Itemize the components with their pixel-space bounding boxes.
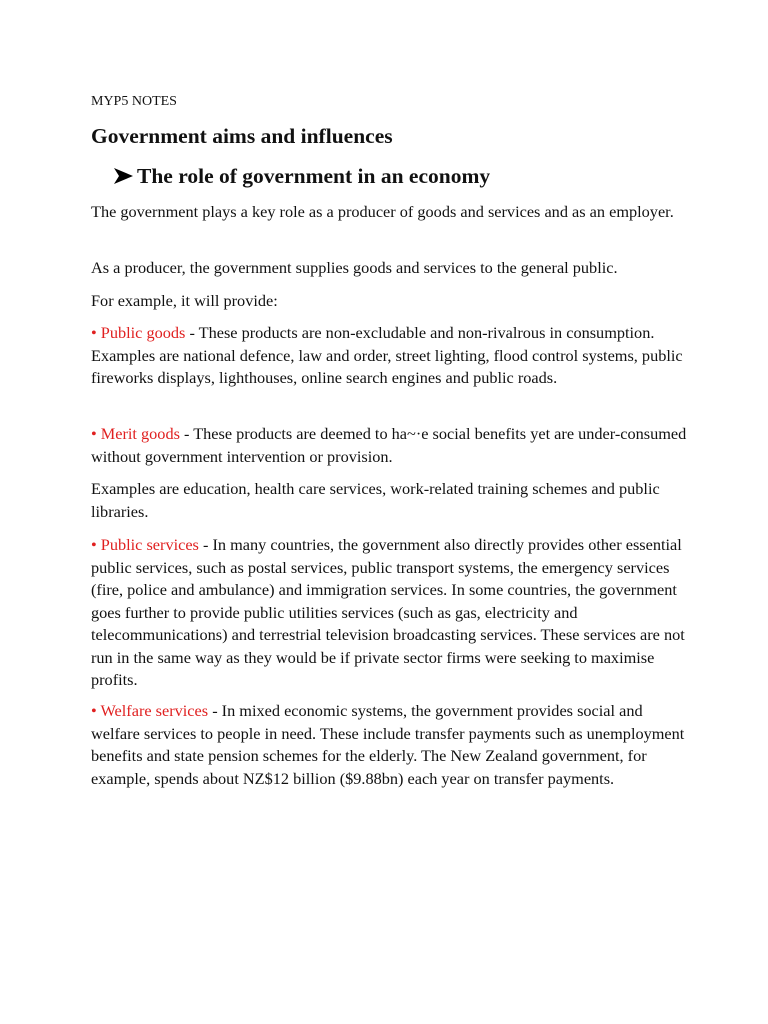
term-public-goods: Public goods bbox=[100, 323, 186, 342]
description-merit-goods: - These products are deemed to ha~·e social benefits yet are under-consumed without government intervention or provision. bbox=[91, 424, 687, 466]
list-item-public-goods bbox=[91, 322, 691, 390]
list-item-public-services bbox=[91, 534, 691, 692]
description-public-goods: - These products are non-excludable and non-rivalrous in consumption. Examples are national defence, law and order, street lighting, flood control systems, public fireworks displays, lighthouses, online search engines and public roads. bbox=[91, 323, 683, 387]
list-item-merit-goods bbox=[91, 423, 691, 468]
list-item-welfare-services bbox=[91, 700, 691, 790]
page-title: Government aims and influences bbox=[91, 124, 393, 148]
bullet-marker: • bbox=[91, 424, 97, 443]
term-merit-goods: Merit goods bbox=[100, 424, 180, 443]
description-public-services: - In many countries, the government also directly provides other essential public services, such as postal services, public transport systems, the emergency services (fire, police and ambulance) and immigration services. In some countries, the government goes further to provide public utilities services (such as gas, electricity and telecommunications) and terrestrial television broadcasting services. These services are not run in the same way as they would be if private sector firms were seeking to maximise profits. bbox=[91, 535, 685, 689]
bullet-marker: • bbox=[91, 535, 97, 554]
header-label: MYP5 NOTES bbox=[91, 94, 177, 109]
bullet-marker: • bbox=[91, 701, 97, 720]
paragraph-producer: As a producer, the government supplies goods and services to the general public. bbox=[91, 258, 618, 277]
arrow-bullet-icon bbox=[113, 167, 134, 185]
paragraph-intro: The government plays a key role as a producer of goods and services and as an employer. bbox=[91, 202, 674, 221]
term-public-services: Public services bbox=[100, 535, 199, 554]
bullet-marker: • bbox=[91, 323, 97, 342]
section-heading bbox=[113, 162, 490, 190]
description-welfare-services: - In mixed economic systems, the government provides social and welfare services to people in need. These include transfer payments such as unemployment benefits and state pension schemes for the elderly. The New Zealand government, for example, spends about NZ$12 billion ($9.88bn) each year on transfer payments. bbox=[91, 701, 685, 788]
paragraph-for-example: For example, it will provide: bbox=[91, 291, 278, 310]
section-heading-text: The role of government in an economy bbox=[137, 164, 491, 188]
term-welfare-services: Welfare services bbox=[100, 701, 209, 720]
paragraph-examples: Examples are education, health care services, work-related training schemes and public libraries. bbox=[91, 479, 660, 521]
